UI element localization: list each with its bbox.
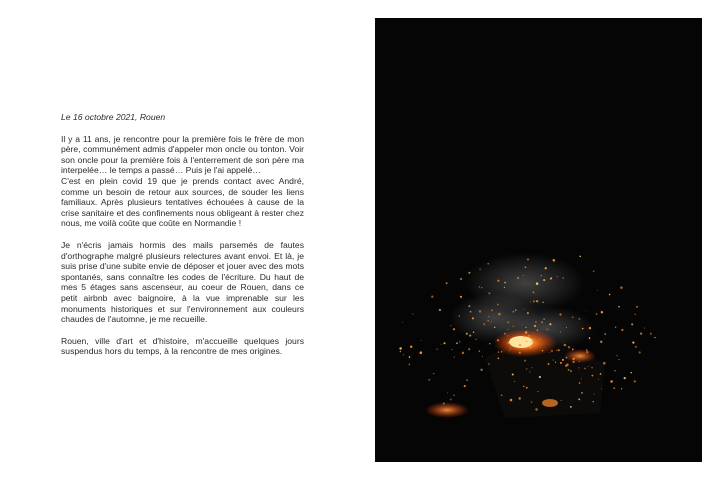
spark	[581, 378, 582, 379]
spark	[488, 316, 489, 317]
spark	[551, 277, 552, 278]
spark	[568, 369, 570, 371]
paragraph-3: Je n'écris jamais hormis des mails parsemés de fautes d'orthographe malgré plusieurs relectures avant envoi. Et là, je suis prise d'une subite envie de déposer et jouer avec des mots spontanés, sans connaître les codes de l'écriture. Du haut de mes 5 étages sans ascenseur, au coeur de Rouen, dans ce petit airbnb avec baignoire, à la vue imprenable sur les monuments historiques et sur l'environnement aux couleurs chaudes de l'automne, je me recueille.	[61, 239, 304, 325]
spark	[594, 394, 595, 395]
spark	[454, 356, 455, 357]
spark	[568, 346, 571, 349]
spark	[581, 392, 583, 394]
spark	[400, 351, 402, 353]
spark	[636, 306, 638, 308]
spark	[501, 351, 503, 353]
spark	[523, 336, 525, 338]
spark	[497, 357, 499, 359]
spark	[573, 361, 575, 363]
spark	[639, 351, 641, 353]
spark	[410, 345, 412, 347]
spark	[536, 282, 539, 285]
spark	[481, 287, 482, 288]
spark	[621, 388, 622, 389]
spark	[510, 348, 511, 349]
spark	[566, 327, 567, 328]
spark	[453, 395, 454, 396]
spark	[600, 341, 602, 343]
spark	[572, 317, 573, 318]
spark	[615, 327, 616, 328]
spark	[439, 309, 441, 311]
spark	[616, 355, 617, 356]
spark	[497, 339, 499, 341]
spark	[525, 327, 526, 328]
spark	[553, 360, 554, 361]
spark	[610, 380, 612, 382]
spark	[479, 286, 480, 287]
spark	[551, 350, 553, 352]
spark	[431, 296, 433, 298]
ember-bottom	[542, 399, 558, 407]
spark	[593, 271, 595, 273]
spark	[539, 338, 540, 339]
spark	[588, 366, 589, 367]
spark	[523, 386, 525, 388]
spark	[468, 272, 470, 274]
spark	[464, 385, 466, 387]
spark	[560, 362, 562, 364]
spark	[515, 309, 517, 311]
spark	[466, 379, 467, 380]
spark	[560, 332, 561, 333]
spark	[443, 402, 445, 404]
spark	[491, 321, 492, 322]
spark	[582, 328, 584, 330]
spark	[460, 278, 462, 280]
spark	[557, 276, 558, 277]
spark	[508, 329, 509, 330]
spark	[436, 348, 437, 349]
spark	[421, 340, 422, 341]
spark	[579, 382, 581, 384]
spark	[540, 275, 542, 277]
spark	[563, 341, 564, 342]
spark	[527, 258, 529, 260]
spark	[598, 379, 599, 380]
fire-photo	[375, 18, 702, 462]
spark	[518, 397, 520, 399]
spark	[586, 311, 587, 312]
spark	[510, 399, 513, 402]
spark	[472, 317, 474, 319]
spark	[624, 377, 626, 379]
paragraph-2: C'est en plein covid 19 que je prends contact avec André, comme un besoin de retour aux sources, de souder les liens familiaux. Après plusieurs tentatives échouées à cause de la crise sanitaire et des confinements nous obligeant à rester chez nous, me voilà coûte que coûte en Normandie !	[61, 175, 304, 229]
flame-core	[509, 336, 533, 348]
spark	[530, 346, 532, 348]
spark	[630, 372, 632, 374]
spark	[498, 351, 500, 353]
spark	[536, 300, 538, 302]
spark	[412, 313, 413, 314]
spark	[459, 341, 460, 342]
spark	[584, 368, 586, 370]
spark	[558, 349, 560, 351]
spark	[543, 318, 545, 320]
spark	[530, 301, 531, 302]
spark	[604, 333, 606, 335]
spark	[480, 369, 482, 371]
spark	[591, 375, 593, 377]
spark	[479, 268, 480, 269]
spark	[469, 335, 471, 337]
spark	[446, 282, 448, 284]
spark	[507, 342, 509, 344]
spark	[513, 311, 515, 313]
spark	[526, 368, 527, 369]
spark	[479, 350, 481, 352]
spark	[483, 323, 485, 325]
spark	[564, 344, 567, 347]
spark	[534, 325, 536, 327]
spark	[531, 340, 533, 342]
spark	[501, 394, 503, 396]
spark	[523, 309, 524, 310]
spark	[548, 363, 550, 365]
spark	[562, 277, 564, 279]
spark	[514, 381, 515, 382]
spark	[409, 356, 411, 358]
spark	[456, 342, 458, 344]
spark	[600, 373, 602, 375]
spark	[522, 324, 523, 325]
spark	[531, 401, 533, 403]
dateline: Le 16 octobre 2021, Rouen	[61, 112, 166, 122]
spark	[504, 333, 506, 335]
spark	[488, 320, 489, 321]
spark	[507, 335, 508, 336]
spark	[555, 362, 556, 363]
spark	[533, 291, 535, 293]
spark	[433, 373, 434, 374]
spark	[570, 370, 572, 372]
spark	[488, 363, 490, 365]
spark	[553, 259, 556, 262]
spark	[498, 313, 501, 316]
spark	[509, 350, 510, 351]
spark	[537, 391, 538, 392]
spark	[399, 347, 401, 349]
spark	[479, 310, 482, 313]
spark	[586, 349, 588, 351]
spark	[444, 342, 446, 344]
spark	[524, 360, 526, 362]
spark	[604, 339, 605, 340]
spark	[526, 341, 527, 342]
spark	[542, 302, 543, 303]
spark	[529, 371, 530, 372]
spark	[546, 329, 547, 330]
spark	[561, 400, 562, 401]
spark	[586, 351, 589, 354]
spark	[570, 406, 572, 408]
spark	[556, 350, 557, 351]
spark	[572, 349, 574, 351]
spark	[507, 321, 509, 323]
spark	[408, 364, 410, 366]
spark	[504, 282, 505, 283]
spark	[635, 346, 637, 348]
spark	[441, 344, 442, 345]
spark	[402, 322, 403, 323]
spark	[497, 280, 499, 282]
spark	[527, 312, 529, 314]
spark	[618, 359, 619, 360]
spark	[526, 387, 528, 389]
spark	[596, 313, 598, 315]
spark	[528, 335, 529, 336]
spark	[468, 348, 470, 350]
spark	[603, 362, 606, 365]
spark	[517, 277, 519, 279]
spark	[541, 321, 543, 323]
spark	[462, 352, 464, 354]
spark	[613, 387, 615, 389]
spark	[403, 354, 404, 355]
spark	[450, 325, 451, 326]
spark	[420, 351, 423, 354]
spark	[459, 315, 461, 317]
spark	[519, 344, 521, 346]
spark	[621, 329, 623, 331]
spark	[447, 392, 448, 393]
spark	[473, 332, 474, 333]
spark	[592, 401, 594, 403]
spark	[494, 327, 495, 328]
spark	[609, 294, 611, 296]
spark	[562, 359, 564, 361]
spark	[579, 361, 580, 362]
paragraph-1: Il y a 11 ans, je rencontre pour la première fois le frère de mon père, communément admis d'appeler mon oncle ou tonton. Voir son oncle pour la première fois à l'enterrement de son père ma interpelée… le temps a passé… Puis je l'ai appelé…	[61, 133, 304, 176]
flame-bottom-left	[425, 402, 469, 418]
spark	[549, 352, 550, 353]
spark	[589, 337, 591, 339]
spark	[654, 337, 655, 338]
spark	[542, 350, 543, 351]
spark	[539, 376, 541, 378]
spark	[535, 408, 537, 410]
spark	[618, 306, 620, 308]
spark	[597, 290, 598, 291]
spark	[601, 389, 602, 390]
spark	[537, 329, 539, 331]
spark	[497, 304, 499, 306]
spark	[488, 263, 489, 264]
flame-right	[564, 349, 596, 363]
spark	[589, 327, 591, 329]
spark	[512, 326, 513, 327]
spark	[468, 305, 470, 307]
spark	[460, 296, 462, 298]
spark	[559, 313, 561, 315]
letter-text	[61, 112, 304, 368]
spark	[512, 373, 514, 375]
spark	[533, 300, 535, 302]
spark	[482, 356, 483, 357]
spark	[566, 357, 568, 359]
spark	[523, 275, 524, 276]
spark	[466, 333, 468, 335]
spark	[632, 342, 634, 344]
spark	[491, 309, 493, 311]
spark	[579, 256, 580, 257]
paragraph-4: Rouen, ville d'art et d'histoire, m'accueille quelques jours suspendus hors du temps, à la rencontre de mes origines.	[61, 335, 304, 357]
spark	[631, 323, 633, 325]
spark	[578, 318, 580, 320]
spark	[453, 328, 455, 330]
spark	[475, 339, 476, 340]
spark	[644, 327, 645, 328]
spark	[650, 333, 652, 335]
spark	[450, 399, 452, 401]
spark	[635, 314, 636, 315]
spark	[578, 398, 580, 400]
spark	[525, 331, 528, 334]
spark	[470, 311, 472, 313]
spark	[591, 367, 593, 369]
spark	[566, 363, 568, 365]
spark	[543, 279, 545, 281]
spark	[549, 323, 551, 325]
spark	[535, 321, 537, 323]
spark	[640, 332, 642, 334]
fire-photo-art	[375, 18, 702, 462]
spark	[614, 370, 616, 372]
spark	[620, 286, 623, 289]
spark	[519, 352, 521, 354]
spark	[504, 287, 505, 288]
spark	[547, 328, 548, 329]
spark	[489, 343, 490, 344]
spark	[428, 379, 430, 381]
spark	[601, 311, 603, 313]
spark	[573, 359, 574, 360]
spark	[578, 367, 579, 368]
spark	[525, 266, 527, 268]
spark	[634, 380, 636, 382]
spark	[531, 367, 532, 368]
spark	[545, 267, 547, 269]
spark	[451, 349, 452, 350]
spark	[488, 292, 490, 294]
